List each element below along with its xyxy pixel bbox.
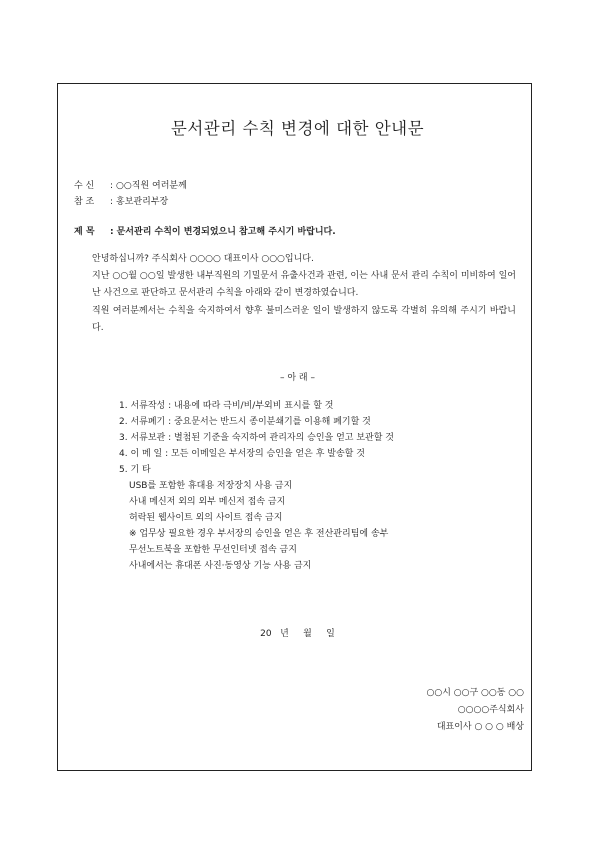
company-address: ○○시 ○○구 ○○동 ○○: [426, 688, 524, 698]
body-text: [92, 251, 516, 337]
rules-list: [119, 398, 394, 574]
notice-divider: – 아 래 –: [280, 373, 315, 383]
body-paragraph: 지난 ○○월 ○○일 발생한 내부직원의 기밀문서 유출사건과 관련, 이는 사내 문서 관리 수칙이 미비하여 일어난 사건으로 판단하고 문서관리 수칙을 아래와 같이 변경하였습니다.: [92, 271, 516, 299]
reference-value: 홍보관리부장: [116, 197, 169, 207]
sub-list-item: USB를 포함한 휴대용 저장장치 사용 금지: [129, 481, 293, 491]
reference-line: 참 조 : 홍보관리부장: [74, 194, 168, 207]
list-item: 2. 서류폐기 : 중요문서는 반드시 종이분쇄기를 이용해 폐기할 것: [119, 417, 371, 427]
document-title: 문서관리 수칙 변경에 대한 안내문: [170, 119, 425, 138]
signer-line: 대표이사 ○ ○ ○ 배상: [436, 722, 524, 732]
company-name: ○○○○주식회사: [457, 705, 524, 715]
list-item: 5. 기 타: [119, 465, 151, 475]
subject-line: 제 목 : 문서관리 수칙이 변경되었으니 참고해 주시기 바랍니다.: [74, 224, 336, 237]
sub-list-item: ※ 업무상 필요한 경우 부서장의 승인을 얻은 후 전산관리팀에 송부: [129, 529, 389, 539]
recipient-label: 수 신: [74, 181, 95, 191]
document-date: 20 년 월 일: [260, 629, 335, 639]
reference-label: 참 조: [74, 197, 95, 207]
sub-list-item: 사내에서는 휴대폰 사진·동영상 기능 사용 금지: [129, 561, 312, 571]
body-paragraph: 직원 여러분께서는 수칙을 숙지하여서 향후 불미스러운 일이 발생하지 않도록 각별히 유의해 주시기 바랍니다.: [92, 305, 516, 333]
sub-list-item: 사내 메신저 외의 외부 메신저 접속 금지: [129, 497, 286, 507]
list-item: 1. 서류작성 : 내용에 따라 극비/비/부외비 표시를 할 것: [119, 401, 334, 411]
recipient-line: 수 신 : ○○직원 여러분께: [74, 178, 187, 191]
subject-value: 문서관리 수칙이 변경되었으니 참고해 주시기 바랍니다.: [116, 227, 336, 237]
body-paragraph: 안녕하십니까? 주식회사 ○○○○ 대표이사 ○○○입니다.: [92, 254, 314, 264]
sub-list-item: 무선노트북을 포함한 무선인터넷 접속 금지: [129, 545, 297, 555]
recipient-value: ○○직원 여러분께: [116, 181, 187, 191]
signature-block: [427, 685, 525, 736]
list-item: 3. 서류보관 : 별첨된 기준을 숙지하여 관리자의 승인을 얻고 보관할 것: [119, 433, 394, 443]
subject-label: 제 목: [74, 227, 95, 237]
sub-list-item: 허락된 웹사이트 외의 사이트 접속 금지: [129, 513, 283, 523]
list-item: 4. 이 메 일 : 모든 이메일은 부서장의 승인을 얻은 후 발송할 것: [119, 449, 365, 459]
